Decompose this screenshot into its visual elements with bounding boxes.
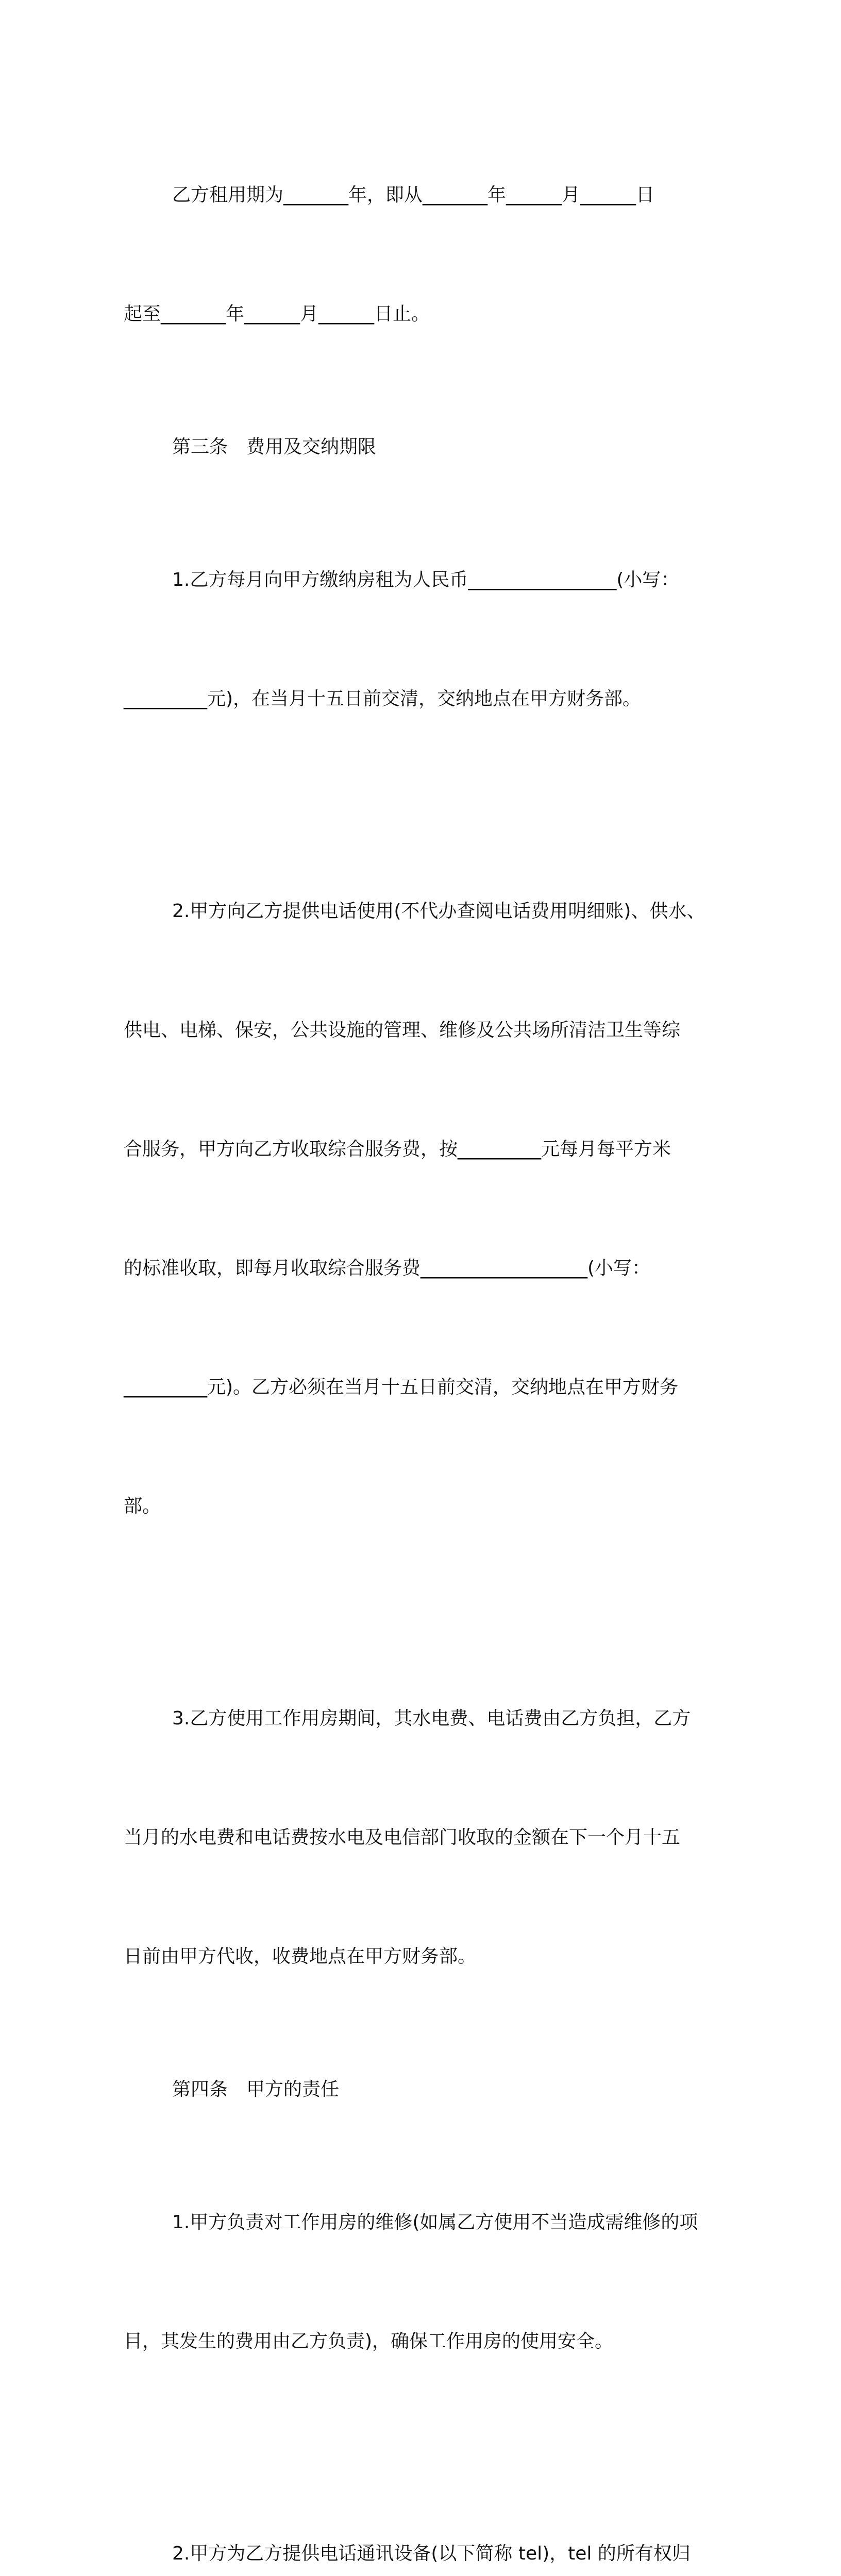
paragraph-line: _________元)。乙方必须在当月十五日前交清，交纳地点在甲方财务: [124, 1377, 679, 1398]
section-3-heading: 第三条 费用及交纳期限: [172, 436, 377, 457]
section-4-item-1: [124, 2123, 721, 2441]
section-3-item-2: [124, 812, 721, 1605]
paragraph-line: 供电、电梯、保安，公共设施的管理、维修及公共场所清洁卫生等综: [124, 1020, 681, 1041]
paragraph-line: 日前由甲方代收，收费地点在甲方财务部。: [124, 1946, 477, 1967]
paragraph-line: 当月的水电费和电话费按水电及电信部门收取的金额在下一个月十五: [124, 1827, 681, 1848]
section-3-item-3: [124, 1619, 721, 2056]
paragraph-line: 合服务，甲方向乙方收取综合服务费，按_________元每月每平方米: [124, 1139, 671, 1160]
document-page: [124, 96, 721, 2576]
paragraph-line: 部。: [124, 1496, 161, 1517]
paragraph-line: 3.乙方使用工作用房期间，其水电费、电话费由乙方负担，乙方: [172, 1708, 691, 1729]
paragraph-line: 1.甲方负责对工作用房的维修(如属乙方使用不当造成需维修的项: [172, 2212, 698, 2233]
section-4-heading: 第四条 甲方的责任: [172, 2079, 340, 2100]
paragraph-line: _________元)，在当月十五日前交清，交纳地点在甲方财务部。: [124, 688, 642, 709]
lease-term-paragraph: [124, 96, 721, 413]
paragraph-line: 目，其发生的费用由乙方负责)，确保工作用房的使用安全。: [124, 2331, 614, 2352]
section-3-item-1: [124, 481, 721, 798]
paragraph-line: 起至_______年______月______日止。: [124, 303, 430, 325]
section-4-item-2: [124, 2454, 721, 2576]
paragraph-line: 乙方租用期为_______年，即从_______年______月______日: [172, 184, 655, 206]
paragraph-line: 2.甲方向乙方提供电话使用(不代办查阅电话费用明细账)、供水、: [172, 901, 705, 922]
paragraph-line: 1.乙方每月向甲方缴纳房租为人民币________________(小写：: [172, 569, 680, 590]
paragraph-line: 的标准收取，即每月收取综合服务费__________________(小写：: [124, 1258, 651, 1279]
paragraph-line: 2.甲方为乙方提供电话通讯设备(以下简称 tel)，tel 的所有权归: [172, 2543, 691, 2564]
